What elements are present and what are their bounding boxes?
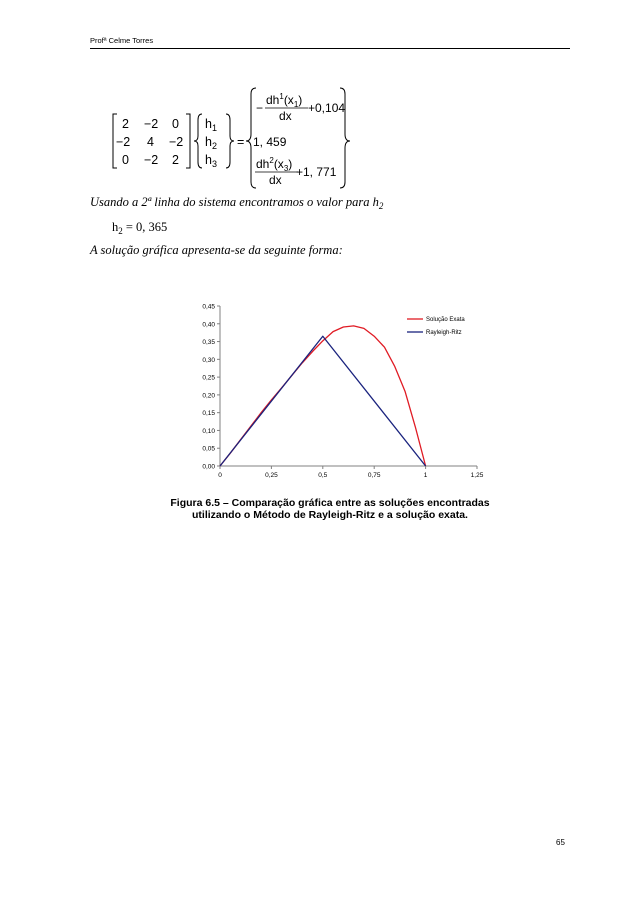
x-tick-label: 1 <box>423 472 428 479</box>
unknown-h1: $h_1$ <box>205 117 217 133</box>
matrix-equation <box>90 84 370 194</box>
unknown-right-brace <box>226 114 234 168</box>
figure-caption <box>130 497 530 521</box>
comparison-chart <box>180 295 490 485</box>
equals-sign: = <box>237 135 245 149</box>
paragraph-usando-text: Usando a 2ª linha do sistema encontramos o valor para h <box>90 195 379 209</box>
rhs-row1-add: +0,104 <box>308 101 346 115</box>
x-tick-label: 0,5 <box>318 472 328 479</box>
result-h2-value: = 0, 365 <box>122 220 168 234</box>
matrix-cell-r3c2: −2 <box>144 153 159 167</box>
header-rule <box>90 48 570 49</box>
rhs-row1-minus: − <box>256 101 264 115</box>
y-tick-label: 0,10 <box>202 427 215 435</box>
unknown-h3: $h_3$ <box>205 153 217 169</box>
matrix-right-bracket <box>186 114 190 168</box>
matrix-cell-r1c1: 2 <box>122 117 129 131</box>
matrix-cell-r2c3: −2 <box>169 135 184 149</box>
y-tick-label: 0,05 <box>202 445 215 453</box>
rhs-row1-denominator: dx <box>279 109 292 123</box>
series-line-exact <box>220 326 426 466</box>
y-tick-label: 0,20 <box>202 392 215 400</box>
paragraph-usando-subscript: 2 <box>378 201 384 211</box>
result-h2 <box>112 220 167 236</box>
figure-caption-line2: utilizando o Método de Rayleigh-Ritz e a solução exata. <box>192 509 468 521</box>
unknown-h2: $h_2$ <box>205 135 217 151</box>
x-tick-label: 0 <box>218 472 222 479</box>
result-h2-base: h <box>112 220 119 234</box>
matrix-cell-r3c1: 0 <box>122 153 129 167</box>
result-h2-sub: 2 <box>118 226 123 236</box>
rhs-row2-value: 1, 459 <box>253 135 287 149</box>
rhs-row3-add: +1, 771 <box>296 165 337 179</box>
rhs-row1-numerator: $dh^1(x_1)$ <box>266 92 303 109</box>
x-tick-label: 0,75 <box>367 472 381 479</box>
rhs-row3-denominator: dx <box>269 173 282 187</box>
series-line-rayleigh-ritz <box>220 336 426 466</box>
matrix-cell-r1c3: 0 <box>172 117 179 131</box>
y-tick-label: 0,35 <box>202 339 215 347</box>
legend-label: Rayleigh-Ritz <box>426 330 462 337</box>
y-tick-label: 0,25 <box>202 374 215 382</box>
y-tick-label: 0,30 <box>202 356 215 364</box>
matrix-cell-r1c2: −2 <box>144 117 159 131</box>
matrix-cell-r3c3: 2 <box>172 153 179 167</box>
page-number: 65 <box>556 838 565 847</box>
unknown-left-brace <box>194 114 202 168</box>
figure-caption-line1: Figura 6.5 – Comparação gráfica entre as soluções encontradas <box>170 497 490 509</box>
paragraph-solucao: A solução gráfica apresenta-se da seguinte forma: <box>90 243 343 257</box>
legend-label: Solução Exata <box>426 317 465 324</box>
x-tick-label: 1,25 <box>470 472 484 479</box>
matrix-cell-r2c1: −2 <box>116 135 131 149</box>
x-tick-label: 0,25 <box>265 472 278 479</box>
y-tick-label: 0,45 <box>202 303 215 311</box>
y-tick-label: 0,40 <box>202 321 215 329</box>
y-tick-label: 0,00 <box>202 463 215 471</box>
matrix-cell-r2c2: 4 <box>147 135 154 149</box>
paragraph-usando <box>90 195 383 211</box>
y-tick-label: 0,15 <box>202 410 215 418</box>
rhs-row3-numerator: $dh^2(x_3)$ <box>256 156 293 173</box>
page-header-author: Profª Celme Torres <box>90 36 154 45</box>
